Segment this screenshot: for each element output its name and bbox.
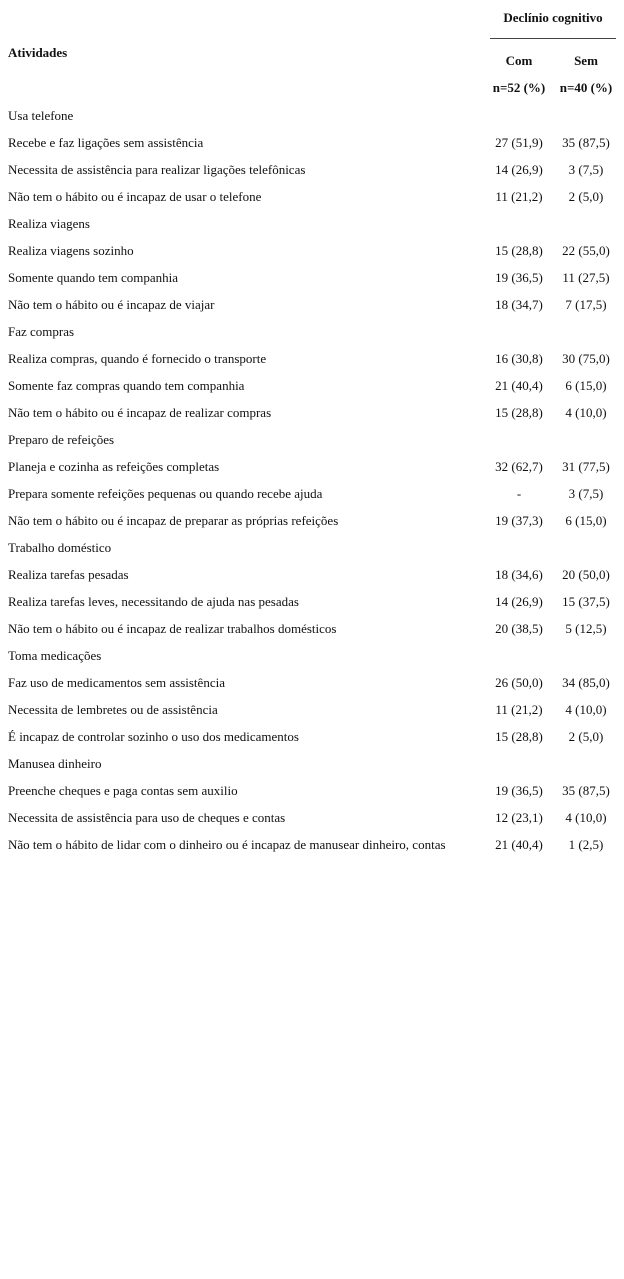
row-label: Manusea dinheiro <box>8 756 102 771</box>
cell-sem: 35 (87,5) <box>562 783 610 798</box>
cell-com: 12 (23,1) <box>495 810 543 825</box>
table-row <box>0 782 624 809</box>
column-header-com-n: n=52 (%) <box>492 80 546 95</box>
cell-com: 14 (26,9) <box>495 162 543 177</box>
cell-com: 16 (30,8) <box>495 351 543 366</box>
cell-com: 20 (38,5) <box>495 621 543 636</box>
table-row <box>0 728 624 755</box>
cell-sem: 6 (15,0) <box>565 378 607 393</box>
category-row <box>0 647 624 674</box>
cell-com: 32 (62,7) <box>495 459 543 474</box>
row-label: Recebe e faz ligações sem assistência <box>8 135 204 150</box>
cell-com: 14 (26,9) <box>495 594 543 609</box>
row-label: Realiza tarefas pesadas <box>8 567 129 582</box>
group-header-rule <box>490 38 616 39</box>
cell-sem: 7 (17,5) <box>565 297 607 312</box>
row-label: Não tem o hábito de lidar com o dinheiro ou é incapaz de manusear dinheiro, contas <box>8 837 446 852</box>
row-label: Necessita de lembretes ou de assistência <box>8 702 218 717</box>
row-label: Não tem o hábito ou é incapaz de realizar trabalhos domésticos <box>8 621 337 636</box>
table-row <box>0 188 624 215</box>
cell-sem: 20 (50,0) <box>562 567 610 582</box>
table-body <box>0 107 624 863</box>
cell-sem: 31 (77,5) <box>562 459 610 474</box>
cell-sem: 5 (12,5) <box>565 621 607 636</box>
row-label: Não tem o hábito ou é incapaz de realizar compras <box>8 405 272 420</box>
table-row <box>0 404 624 431</box>
cell-sem: 35 (87,5) <box>562 135 610 150</box>
category-row <box>0 539 624 566</box>
table-row <box>0 512 624 539</box>
row-label: Planeja e cozinha as refeições completas <box>8 459 220 474</box>
table-row <box>0 377 624 404</box>
cell-com: 19 (36,5) <box>495 270 543 285</box>
cell-sem: 3 (7,5) <box>568 486 604 501</box>
row-header-atividades: Atividades <box>8 45 68 60</box>
cell-sem: 22 (55,0) <box>562 243 610 258</box>
cell-com: 18 (34,7) <box>495 297 543 312</box>
row-label: Realiza viagens sozinho <box>8 243 134 258</box>
cell-com: 27 (51,9) <box>495 135 543 150</box>
cell-com: 18 (34,6) <box>495 567 543 582</box>
table-row <box>0 836 624 863</box>
row-label: Realiza viagens <box>8 216 90 231</box>
cell-sem: 4 (10,0) <box>565 810 607 825</box>
cell-com: 21 (40,4) <box>495 837 543 852</box>
category-row <box>0 755 624 782</box>
column-header-com: Com <box>505 53 533 68</box>
row-label: É incapaz de controlar sozinho o uso dos medicamentos <box>8 729 299 744</box>
table-row <box>0 566 624 593</box>
column-header-sem-n: n=40 (%) <box>559 80 613 95</box>
category-row <box>0 323 624 350</box>
table-row <box>0 458 624 485</box>
cell-sem: 1 (2,5) <box>568 837 604 852</box>
row-label: Realiza tarefas leves, necessitando de ajuda nas pesadas <box>8 594 299 609</box>
row-label: Faz uso de medicamentos sem assistência <box>8 675 225 690</box>
cell-sem: 34 (85,0) <box>562 675 610 690</box>
cell-sem: 3 (7,5) <box>568 162 604 177</box>
row-label: Faz compras <box>8 324 75 339</box>
row-label: Prepara somente refeições pequenas ou quando recebe ajuda <box>8 486 323 501</box>
group-header-declinio-cognitivo: Declínio cognitivo <box>503 10 603 25</box>
category-row <box>0 215 624 242</box>
table-row <box>0 593 624 620</box>
table-row <box>0 620 624 647</box>
row-label: Realiza compras, quando é fornecido o transporte <box>8 351 267 366</box>
cell-com: 26 (50,0) <box>495 675 543 690</box>
table-row <box>0 296 624 323</box>
table-row <box>0 161 624 188</box>
row-label: Toma medicações <box>8 648 102 663</box>
row-label: Somente faz compras quando tem companhia <box>8 378 245 393</box>
category-row <box>0 107 624 134</box>
cell-com: 11 (21,2) <box>495 702 543 717</box>
cell-sem: 2 (5,0) <box>568 729 604 744</box>
cell-com: 15 (28,8) <box>495 243 543 258</box>
row-label: Preparo de refeições <box>8 432 115 447</box>
cell-com: 21 (40,4) <box>495 378 543 393</box>
row-label: Necessita de assistência para realizar ligações telefônicas <box>8 162 306 177</box>
table-row <box>0 701 624 728</box>
row-label: Necessita de assistência para uso de cheques e contas <box>8 810 286 825</box>
row-label: Não tem o hábito ou é incapaz de preparar as próprias refeições <box>8 513 339 528</box>
table-row <box>0 674 624 701</box>
row-label: Não tem o hábito ou é incapaz de viajar <box>8 297 215 312</box>
cell-sem: 4 (10,0) <box>565 405 607 420</box>
table-row <box>0 134 624 161</box>
row-label: Trabalho doméstico <box>8 540 112 555</box>
cell-com: 19 (36,5) <box>495 783 543 798</box>
cell-com: - <box>516 486 522 501</box>
cell-sem: 15 (37,5) <box>562 594 610 609</box>
table-row <box>0 242 624 269</box>
cell-sem: 6 (15,0) <box>565 513 607 528</box>
table-row <box>0 269 624 296</box>
row-label: Somente quando tem companhia <box>8 270 179 285</box>
category-row <box>0 431 624 458</box>
table-row <box>0 350 624 377</box>
cell-com: 15 (28,8) <box>495 729 543 744</box>
row-label: Preenche cheques e paga contas sem auxilio <box>8 783 238 798</box>
cell-com: 15 (28,8) <box>495 405 543 420</box>
column-header-sem: Sem <box>574 53 598 68</box>
cell-com: 19 (37,3) <box>495 513 543 528</box>
table-row <box>0 809 624 836</box>
table-row <box>0 485 624 512</box>
cell-sem: 4 (10,0) <box>565 702 607 717</box>
cell-com: 11 (21,2) <box>495 189 543 204</box>
row-label: Não tem o hábito ou é incapaz de usar o telefone <box>8 189 262 204</box>
cell-sem: 2 (5,0) <box>568 189 604 204</box>
cell-sem: 11 (27,5) <box>562 270 610 285</box>
row-label: Usa telefone <box>8 108 74 123</box>
cell-sem: 30 (75,0) <box>562 351 610 366</box>
